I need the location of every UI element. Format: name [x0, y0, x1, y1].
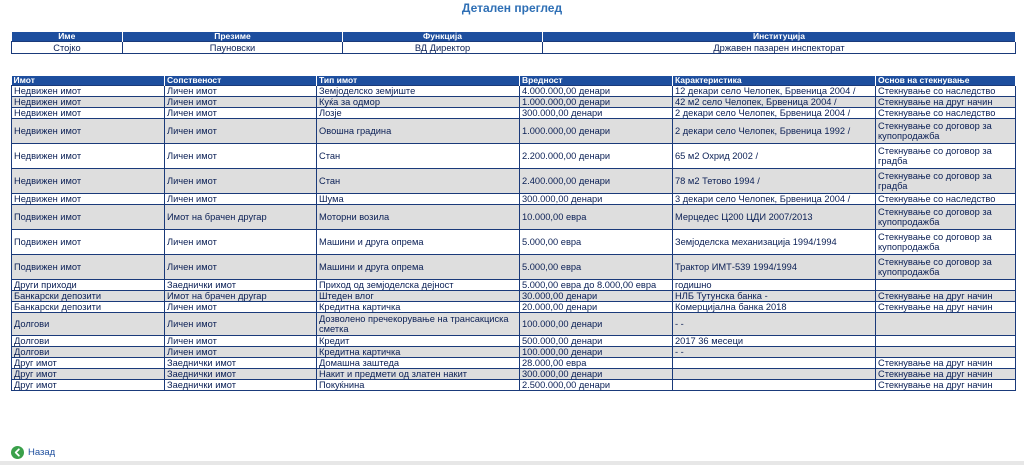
characteristic-cell: - - — [673, 313, 876, 336]
ownership-cell: Заеднички имот — [165, 358, 317, 369]
ownership-cell: Личен имот — [165, 336, 317, 347]
ownership-cell: Личен имот — [165, 255, 317, 280]
value-cell: 28.000,00 евра — [520, 358, 673, 369]
value-cell: 5.000,00 евра — [520, 230, 673, 255]
person-table-header — [12, 32, 1016, 42]
ownership-cell: Личен имот — [165, 86, 317, 97]
acquisition-basis-cell: Стекнување со договор за купопродажба — [876, 255, 1016, 280]
characteristic-cell: 2 декари село Челопек, Брвеница 1992 / — [673, 119, 876, 144]
value-cell: 1.000.000,00 денари — [520, 119, 673, 144]
asset-cell: Недвижен имот — [12, 169, 165, 194]
asset-type-cell: Овошна градина — [317, 119, 520, 144]
value-cell: 300.000,00 денари — [520, 108, 673, 119]
acquisition-basis-cell: Стекнување со наследство — [876, 86, 1016, 97]
characteristic-cell — [673, 358, 876, 369]
characteristic-cell: 78 м2 Тетово 1994 / — [673, 169, 876, 194]
ownership-cell: Личен имот — [165, 97, 317, 108]
value-cell: 20.000,00 денари — [520, 302, 673, 313]
acquisition-basis-cell — [876, 313, 1016, 336]
value-cell: 5.000,00 евра до 8.000,00 евра — [520, 280, 673, 291]
asset-type-cell: Кредитна картичка — [317, 347, 520, 358]
value-cell: 30.000,00 денари — [520, 291, 673, 302]
asset-cell: Долгови — [12, 347, 165, 358]
asset-cell: Недвижен имот — [12, 119, 165, 144]
characteristic-cell: НЛБ Тутунска банка - — [673, 291, 876, 302]
acquisition-basis-cell: Стекнување со договор за градба — [876, 169, 1016, 194]
function-cell: ВД Директор — [343, 42, 543, 54]
acquisition-basis-cell: Стекнување на друг начин — [876, 97, 1016, 108]
value-cell: 2.400.000,00 денари — [520, 169, 673, 194]
asset-cell: Друг имот — [12, 380, 165, 391]
table-row — [12, 280, 1016, 291]
table-row — [12, 302, 1016, 313]
value-cell: 100.000,00 денари — [520, 347, 673, 358]
person-table — [11, 32, 1016, 54]
acquisition-basis-cell: Стекнување на друг начин — [876, 291, 1016, 302]
page-title: Детален преглед — [461, 1, 563, 15]
asset-type-cell: Домашна заштеда — [317, 358, 520, 369]
value-cell: 300.000,00 денари — [520, 194, 673, 205]
column-header-first-name: Име — [12, 32, 123, 42]
value-cell: 10.000,00 евра — [520, 205, 673, 230]
asset-type-cell: Штеден влог — [317, 291, 520, 302]
table-row — [12, 108, 1016, 119]
table-row — [12, 369, 1016, 380]
table-row — [12, 97, 1016, 108]
assets-table — [11, 76, 1016, 391]
table-row — [12, 169, 1016, 194]
value-cell: 2.500.000,00 денари — [520, 380, 673, 391]
value-cell: 1.000.000,00 денари — [520, 97, 673, 108]
table-row — [12, 119, 1016, 144]
column-header-asset: Имот — [12, 76, 165, 86]
acquisition-basis-cell: Стекнување на друг начин — [876, 369, 1016, 380]
asset-cell: Недвижен имот — [12, 97, 165, 108]
characteristic-cell: 2 декари село Челопек, Брвеница 2004 / — [673, 108, 876, 119]
asset-type-cell: Дозволено пречекорување на трансакциска сметка — [317, 313, 520, 336]
asset-type-cell: Стан — [317, 144, 520, 169]
institution-cell: Државен пазарен инспекторат — [543, 42, 1016, 54]
acquisition-basis-cell — [876, 347, 1016, 358]
column-header-value: Вредност — [520, 76, 673, 86]
first-name-cell: Стојко — [12, 42, 123, 54]
value-cell: 5.000,00 евра — [520, 255, 673, 280]
acquisition-basis-cell: Стекнување со наследство — [876, 194, 1016, 205]
value-cell: 4.000.000,00 денари — [520, 86, 673, 97]
value-cell: 100.000,00 денари — [520, 313, 673, 336]
ownership-cell: Личен имот — [165, 313, 317, 336]
characteristic-cell — [673, 369, 876, 380]
ownership-cell: Имот на брачен другар — [165, 205, 317, 230]
table-row — [12, 336, 1016, 347]
characteristic-cell: Комерцијална банка 2018 — [673, 302, 876, 313]
acquisition-basis-cell: Стекнување со договор за градба — [876, 144, 1016, 169]
asset-type-cell: Шума — [317, 194, 520, 205]
table-row — [12, 313, 1016, 336]
characteristic-cell: 2017 36 месеци — [673, 336, 876, 347]
asset-type-cell: Моторни возила — [317, 205, 520, 230]
acquisition-basis-cell: Стекнување со договор за купопродажба — [876, 119, 1016, 144]
asset-type-cell: Куќа за одмор — [317, 97, 520, 108]
asset-type-cell: Покуќнина — [317, 380, 520, 391]
asset-cell: Недвижен имот — [12, 108, 165, 119]
characteristic-cell: годишно — [673, 280, 876, 291]
asset-cell: Долгови — [12, 336, 165, 347]
ownership-cell: Личен имот — [165, 144, 317, 169]
assets-table-header — [12, 76, 1016, 86]
characteristic-cell: 3 декари село Челопек, Брвеница 2004 / — [673, 194, 876, 205]
characteristic-cell — [673, 380, 876, 391]
asset-type-cell: Стан — [317, 169, 520, 194]
ownership-cell: Заеднички имот — [165, 369, 317, 380]
acquisition-basis-cell: Стекнување со договор за купопродажба — [876, 230, 1016, 255]
asset-type-cell: Кредитна картичка — [317, 302, 520, 313]
asset-cell: Долгови — [12, 313, 165, 336]
acquisition-basis-cell: Стекнување на друг начин — [876, 358, 1016, 369]
asset-cell: Подвижен имот — [12, 205, 165, 230]
table-row — [12, 358, 1016, 369]
asset-cell: Недвижен имот — [12, 194, 165, 205]
asset-type-cell: Земјоделско земјиште — [317, 86, 520, 97]
back-arrow-icon[interactable] — [11, 446, 24, 459]
table-row — [12, 380, 1016, 391]
back-link-label[interactable]: Назад — [28, 447, 56, 458]
ownership-cell: Личен имот — [165, 230, 317, 255]
ownership-cell: Заеднички имот — [165, 280, 317, 291]
acquisition-basis-cell — [876, 336, 1016, 347]
value-cell: 2.200.000,00 денари — [520, 144, 673, 169]
asset-cell: Друг имот — [12, 358, 165, 369]
footer-strip — [0, 461, 1024, 465]
asset-cell: Недвижен имот — [12, 144, 165, 169]
column-header-asset-type: Тип имот — [317, 76, 520, 86]
column-header-function: Функција — [343, 32, 543, 42]
asset-cell: Недвижен имот — [12, 86, 165, 97]
column-header-characteristic: Карактеристика — [673, 76, 876, 86]
table-row — [12, 86, 1016, 97]
asset-type-cell: Накит и предмети од златен накит — [317, 369, 520, 380]
acquisition-basis-cell: Стекнување на друг начин — [876, 302, 1016, 313]
characteristic-cell: Земјоделска механизација 1994/1994 — [673, 230, 876, 255]
last-name-cell: Пауновски — [123, 42, 343, 54]
asset-type-cell: Машини и друга опрема — [317, 255, 520, 280]
table-row — [12, 194, 1016, 205]
characteristic-cell: Мерцедес Ц200 ЦДИ 2007/2013 — [673, 205, 876, 230]
asset-cell: Друг имот — [12, 369, 165, 380]
asset-type-cell: Лозје — [317, 108, 520, 119]
acquisition-basis-cell: Стекнување со договор за купопродажба — [876, 205, 1016, 230]
asset-cell: Банкарски депозити — [12, 302, 165, 313]
asset-type-cell: Приход од земјоделска дејност — [317, 280, 520, 291]
table-row — [12, 230, 1016, 255]
ownership-cell: Личен имот — [165, 119, 317, 144]
back-link[interactable] — [11, 446, 55, 459]
asset-cell: Подвижен имот — [12, 255, 165, 280]
asset-cell: Банкарски депозити — [12, 291, 165, 302]
table-row — [12, 347, 1016, 358]
person-row — [12, 42, 1016, 54]
ownership-cell: Личен имот — [165, 302, 317, 313]
characteristic-cell: 12 декари село Челопек, Брвеница 2004 / — [673, 86, 876, 97]
table-row — [12, 144, 1016, 169]
ownership-cell: Личен имот — [165, 108, 317, 119]
ownership-cell: Личен имот — [165, 347, 317, 358]
column-header-ownership: Сопственост — [165, 76, 317, 86]
table-row — [12, 205, 1016, 230]
characteristic-cell: Трактор ИМТ-539 1994/1994 — [673, 255, 876, 280]
ownership-cell: Личен имот — [165, 194, 317, 205]
characteristic-cell: 65 м2 Охрид 2002 / — [673, 144, 876, 169]
acquisition-basis-cell: Стекнување на друг начин — [876, 380, 1016, 391]
asset-cell: Други приходи — [12, 280, 165, 291]
acquisition-basis-cell — [876, 280, 1016, 291]
acquisition-basis-cell: Стекнување со наследство — [876, 108, 1016, 119]
asset-type-cell: Машини и друга опрема — [317, 230, 520, 255]
table-row — [12, 291, 1016, 302]
ownership-cell: Заеднички имот — [165, 380, 317, 391]
ownership-cell: Имот на брачен другар — [165, 291, 317, 302]
asset-type-cell: Кредит — [317, 336, 520, 347]
characteristic-cell: - - — [673, 347, 876, 358]
column-header-institution: Институција — [543, 32, 1016, 42]
ownership-cell: Личен имот — [165, 169, 317, 194]
table-row — [12, 255, 1016, 280]
column-header-last-name: Презиме — [123, 32, 343, 42]
asset-cell: Подвижен имот — [12, 230, 165, 255]
value-cell: 300.000,00 денари — [520, 369, 673, 380]
column-header-acquisition-basis: Основ на стекнување — [876, 76, 1016, 86]
value-cell: 500.000,00 денари — [520, 336, 673, 347]
characteristic-cell: 42 м2 село Челопек, Брвеница 2004 / — [673, 97, 876, 108]
